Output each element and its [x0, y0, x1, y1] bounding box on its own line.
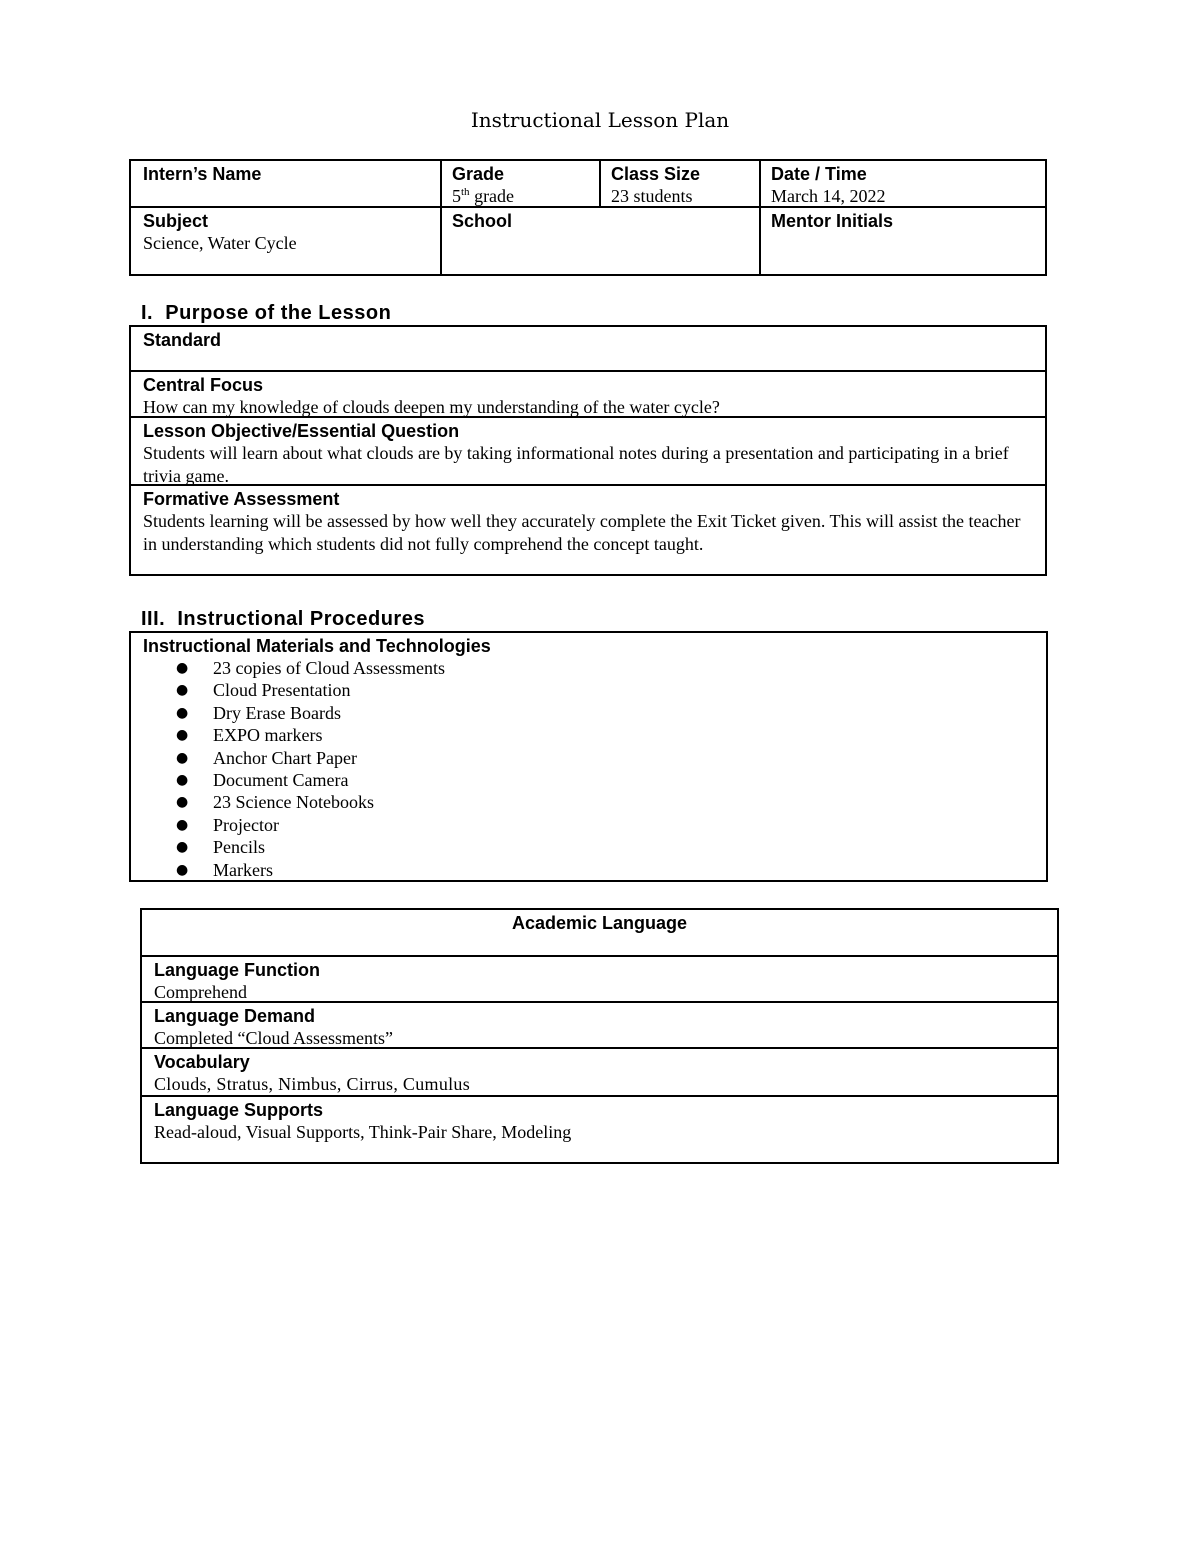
mentor-initials-cell: [759, 208, 1045, 232]
academic-language-heading: Academic Language: [511, 913, 688, 933]
page-title: Instructional Lesson Plan: [470, 108, 730, 132]
bullet-icon: ●: [176, 727, 189, 744]
objective-cell: [131, 418, 1045, 488]
class-size-label: Class Size: [611, 164, 701, 184]
list-item: ● Pencils: [176, 837, 265, 858]
school-cell: [440, 208, 759, 232]
grade-value: 5th grade: [452, 186, 515, 206]
class-size-cell: [599, 161, 759, 208]
vocabulary-value: Clouds, Stratus, Nimbus, Cirrus, Cumulus: [154, 1074, 471, 1094]
subject-label: Subject: [143, 211, 209, 231]
central-focus-label: Central Focus: [143, 375, 264, 395]
interns-name-cell: [131, 161, 440, 185]
language-function-cell: [142, 957, 1057, 1004]
list-item: ● EXPO markers: [176, 725, 323, 746]
language-supports-label: Language Supports: [154, 1100, 324, 1120]
header-table: [129, 159, 1047, 276]
date-time-cell: [759, 161, 1045, 208]
vocabulary-cell: [142, 1049, 1057, 1096]
bullet-icon: ●: [176, 839, 189, 856]
bullet-icon: ●: [176, 861, 189, 878]
grade-label: Grade: [452, 164, 505, 184]
language-demand-label: Language Demand: [154, 1006, 316, 1026]
assessment-label: Formative Assessment: [143, 489, 340, 509]
list-item: ● Anchor Chart Paper: [176, 747, 357, 768]
procedures-heading: III. Instructional Procedures: [141, 608, 425, 630]
list-item: ● Projector: [176, 814, 279, 835]
date-time-label: Date / Time: [771, 164, 867, 184]
objective-label: Lesson Objective/Essential Question: [143, 421, 460, 441]
bullet-icon: ●: [176, 704, 189, 721]
subject-value: Science, Water Cycle: [143, 233, 297, 253]
central-focus-cell: [131, 372, 1045, 419]
language-supports-value: Read-aloud, Visual Supports, Think-Pair Share, Modeling: [154, 1122, 572, 1142]
academic-language-table: [140, 908, 1059, 1164]
grade-cell: [440, 161, 599, 208]
language-function-value: Comprehend: [154, 982, 247, 1002]
list-item: ● Document Camera: [176, 770, 349, 791]
language-demand-value: Completed “Cloud Assessments”: [154, 1028, 393, 1048]
language-supports-cell: [142, 1097, 1057, 1144]
list-item: ● 23 copies of Cloud Assessments: [176, 658, 445, 678]
academic-language-heading-cell: [142, 910, 1057, 934]
interns-name-label: Intern’s Name: [143, 164, 262, 184]
bullet-icon: ●: [176, 660, 189, 676]
list-item: ● Cloud Presentation: [176, 680, 351, 701]
bullet-icon: ●: [176, 682, 189, 699]
list-item: ● Markers: [176, 859, 273, 880]
language-function-label: Language Function: [154, 960, 320, 980]
vocabulary-label: Vocabulary: [154, 1052, 250, 1072]
materials-list: [143, 657, 1034, 881]
language-demand-cell: [142, 1003, 1057, 1050]
assessment-cell: [131, 486, 1045, 556]
bullet-icon: ●: [176, 816, 189, 833]
standard-cell: [131, 327, 1045, 351]
materials-table: [129, 631, 1048, 882]
materials-label: Instructional Materials and Technologies: [143, 636, 491, 656]
standard-label: Standard: [143, 330, 222, 350]
date-time-value: March 14, 2022: [771, 186, 886, 206]
central-focus-value: How can my knowledge of clouds deepen my understanding of the water cycle?: [143, 397, 720, 417]
bullet-icon: ●: [176, 772, 189, 789]
school-label: School: [452, 211, 513, 231]
subject-cell: [131, 208, 440, 255]
mentor-initials-label: Mentor Initials: [771, 211, 894, 231]
list-item: ● Dry Erase Boards: [176, 702, 341, 723]
list-item: ● 23 Science Notebooks: [176, 792, 374, 813]
materials-cell: [131, 633, 1046, 881]
bullet-icon: ●: [176, 794, 189, 811]
objective-value: Students will learn about what clouds are by taking informational notes during a presentation and participating in a brief trivia game.: [143, 443, 1009, 486]
assessment-value: Students learning will be assessed by how well they accurately complete the Exit Ticket given. This will assist the teacher in understanding which students did not fully comprehend the concept taught.: [143, 511, 1021, 554]
bullet-icon: ●: [176, 749, 189, 766]
class-size-value: 23 students: [611, 186, 693, 206]
purpose-heading: I. Purpose of the Lesson: [141, 302, 392, 324]
purpose-table: [129, 325, 1047, 576]
